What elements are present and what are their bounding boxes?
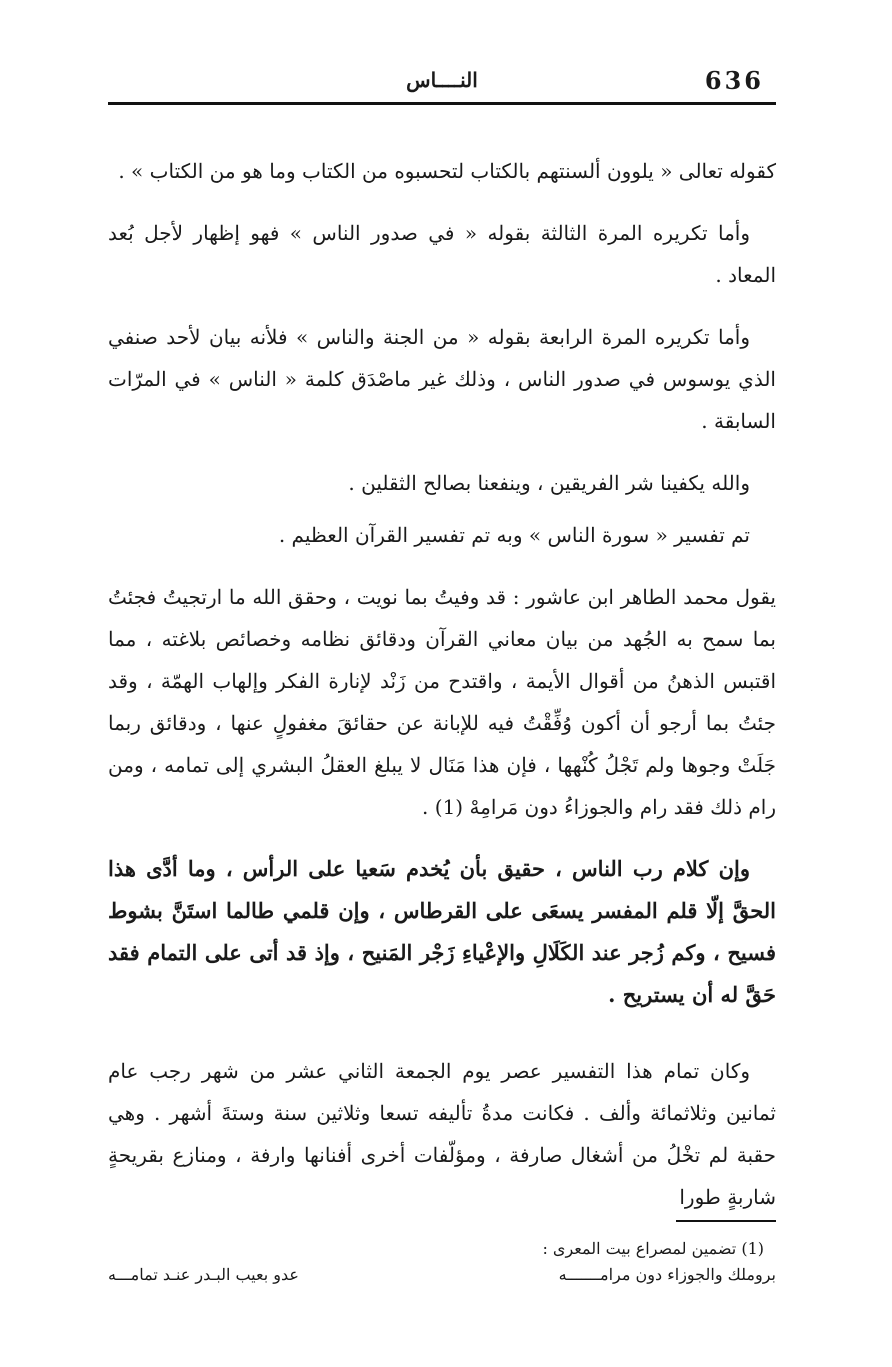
paragraph-3: وأما تكريره المرة الرابعة بقوله « من الجنة والناس » فلأنه بيان لأحد صنفي الذي يوسوس في صدور الناس ، وذلك غير ماصْدَق كلمة « الناس » في المرّات السابقة . bbox=[108, 325, 776, 433]
paragraph-5: تم تفسير « سورة الناس » وبه تم تفسير القرآن العظيم . bbox=[278, 523, 750, 547]
paragraph-4: والله يكفينا شر الفريقين ، وينفعنا بصالح الثقلين . bbox=[348, 471, 750, 495]
paragraph-2: وأما تكريره المرة الثالثة بقوله « في صدور الناس » فهو إظهار لأجل بُعد المعاد . bbox=[108, 221, 776, 287]
main-text bbox=[108, 150, 776, 1238]
footnote-intro: (1) تضمين لمصراع بيت المعرى : bbox=[542, 1239, 764, 1258]
paragraph-1: كقوله تعالى « يلوون ألسنتهم بالكتاب لتحسبوه من الكتاب وما هو من الكتاب » . bbox=[118, 159, 776, 183]
paragraph-7: وإن كلام رب الناس ، حقيق بأن يُخدم سَعيا على الرأس ، وما أدَّى هذا الحقَّ إلّا قلم المفسر يسعَى على القرطاس ، وإن قلمي طالما استَنَّ بشوط فسيح ، وكم زُجر عند الكَلَالِ والإعْياءِ زَجْر المَنيح ، وإذ قد أتى على التمام فقد حَقَّ له أن يستريح . bbox=[108, 856, 776, 1007]
footnote-hemistich-2: عدو بعيب البـدر عنـد تمامـــه bbox=[108, 1265, 299, 1284]
book-page bbox=[108, 58, 776, 1348]
footnote bbox=[108, 1236, 776, 1288]
page-header bbox=[108, 58, 776, 102]
paragraph-6: يقول محمد الطاهر ابن عاشور : قد وفيتُ بما نويت ، وحقق الله ما ارتجيتُ فجئتُ بما سمح به الجُهد من بيان معاني القرآن ودقائق نظامه وخصائص بلاغته ، مما اقتبس الذهنُ من أقوال الأيمة ، واقتدح من زَنْد لإنارة الفكر وإلهاب الهمّة ، وقد جئتُ بما أرجو أن أكون وُفِّقْتُ فيه للإبانة عن حقائقَ مغفولٍ عنها ، ودقائق ربما جَلَتْ وجوها ولم تَجْلُ كُنْهها ، فإن هذا مَنَال لا يبلغ العقلُ البشري إلى تمامه ، ومن رام ذلك فقد رام والجوزاءُ دون مَرامِهْ (1) . bbox=[108, 585, 777, 819]
footnote-hemistich-1: بروملك والجوزاء دون مرامـــــــه bbox=[558, 1265, 776, 1284]
footnote-verse bbox=[108, 1262, 776, 1288]
header-rule bbox=[108, 102, 776, 105]
footnote-rule bbox=[676, 1220, 776, 1222]
paragraph-8: وكان تمام هذا التفسير عصر يوم الجمعة الثاني عشر من شهر رجب عام ثمانين وثلاثمائة وألف . فكانت مدةُ تأليفه تسعا وثلاثين سنة وستةَ أشهر . وهي حقبة لم تخْلُ من أشغال صارفة ، ومؤلّفات أخرى أفنانها وارفة ، ومنازع بقريحةٍ شاربةٍ طورا bbox=[108, 1059, 776, 1209]
running-title: النــــاس bbox=[406, 68, 478, 92]
page-number: 636 bbox=[704, 66, 764, 95]
